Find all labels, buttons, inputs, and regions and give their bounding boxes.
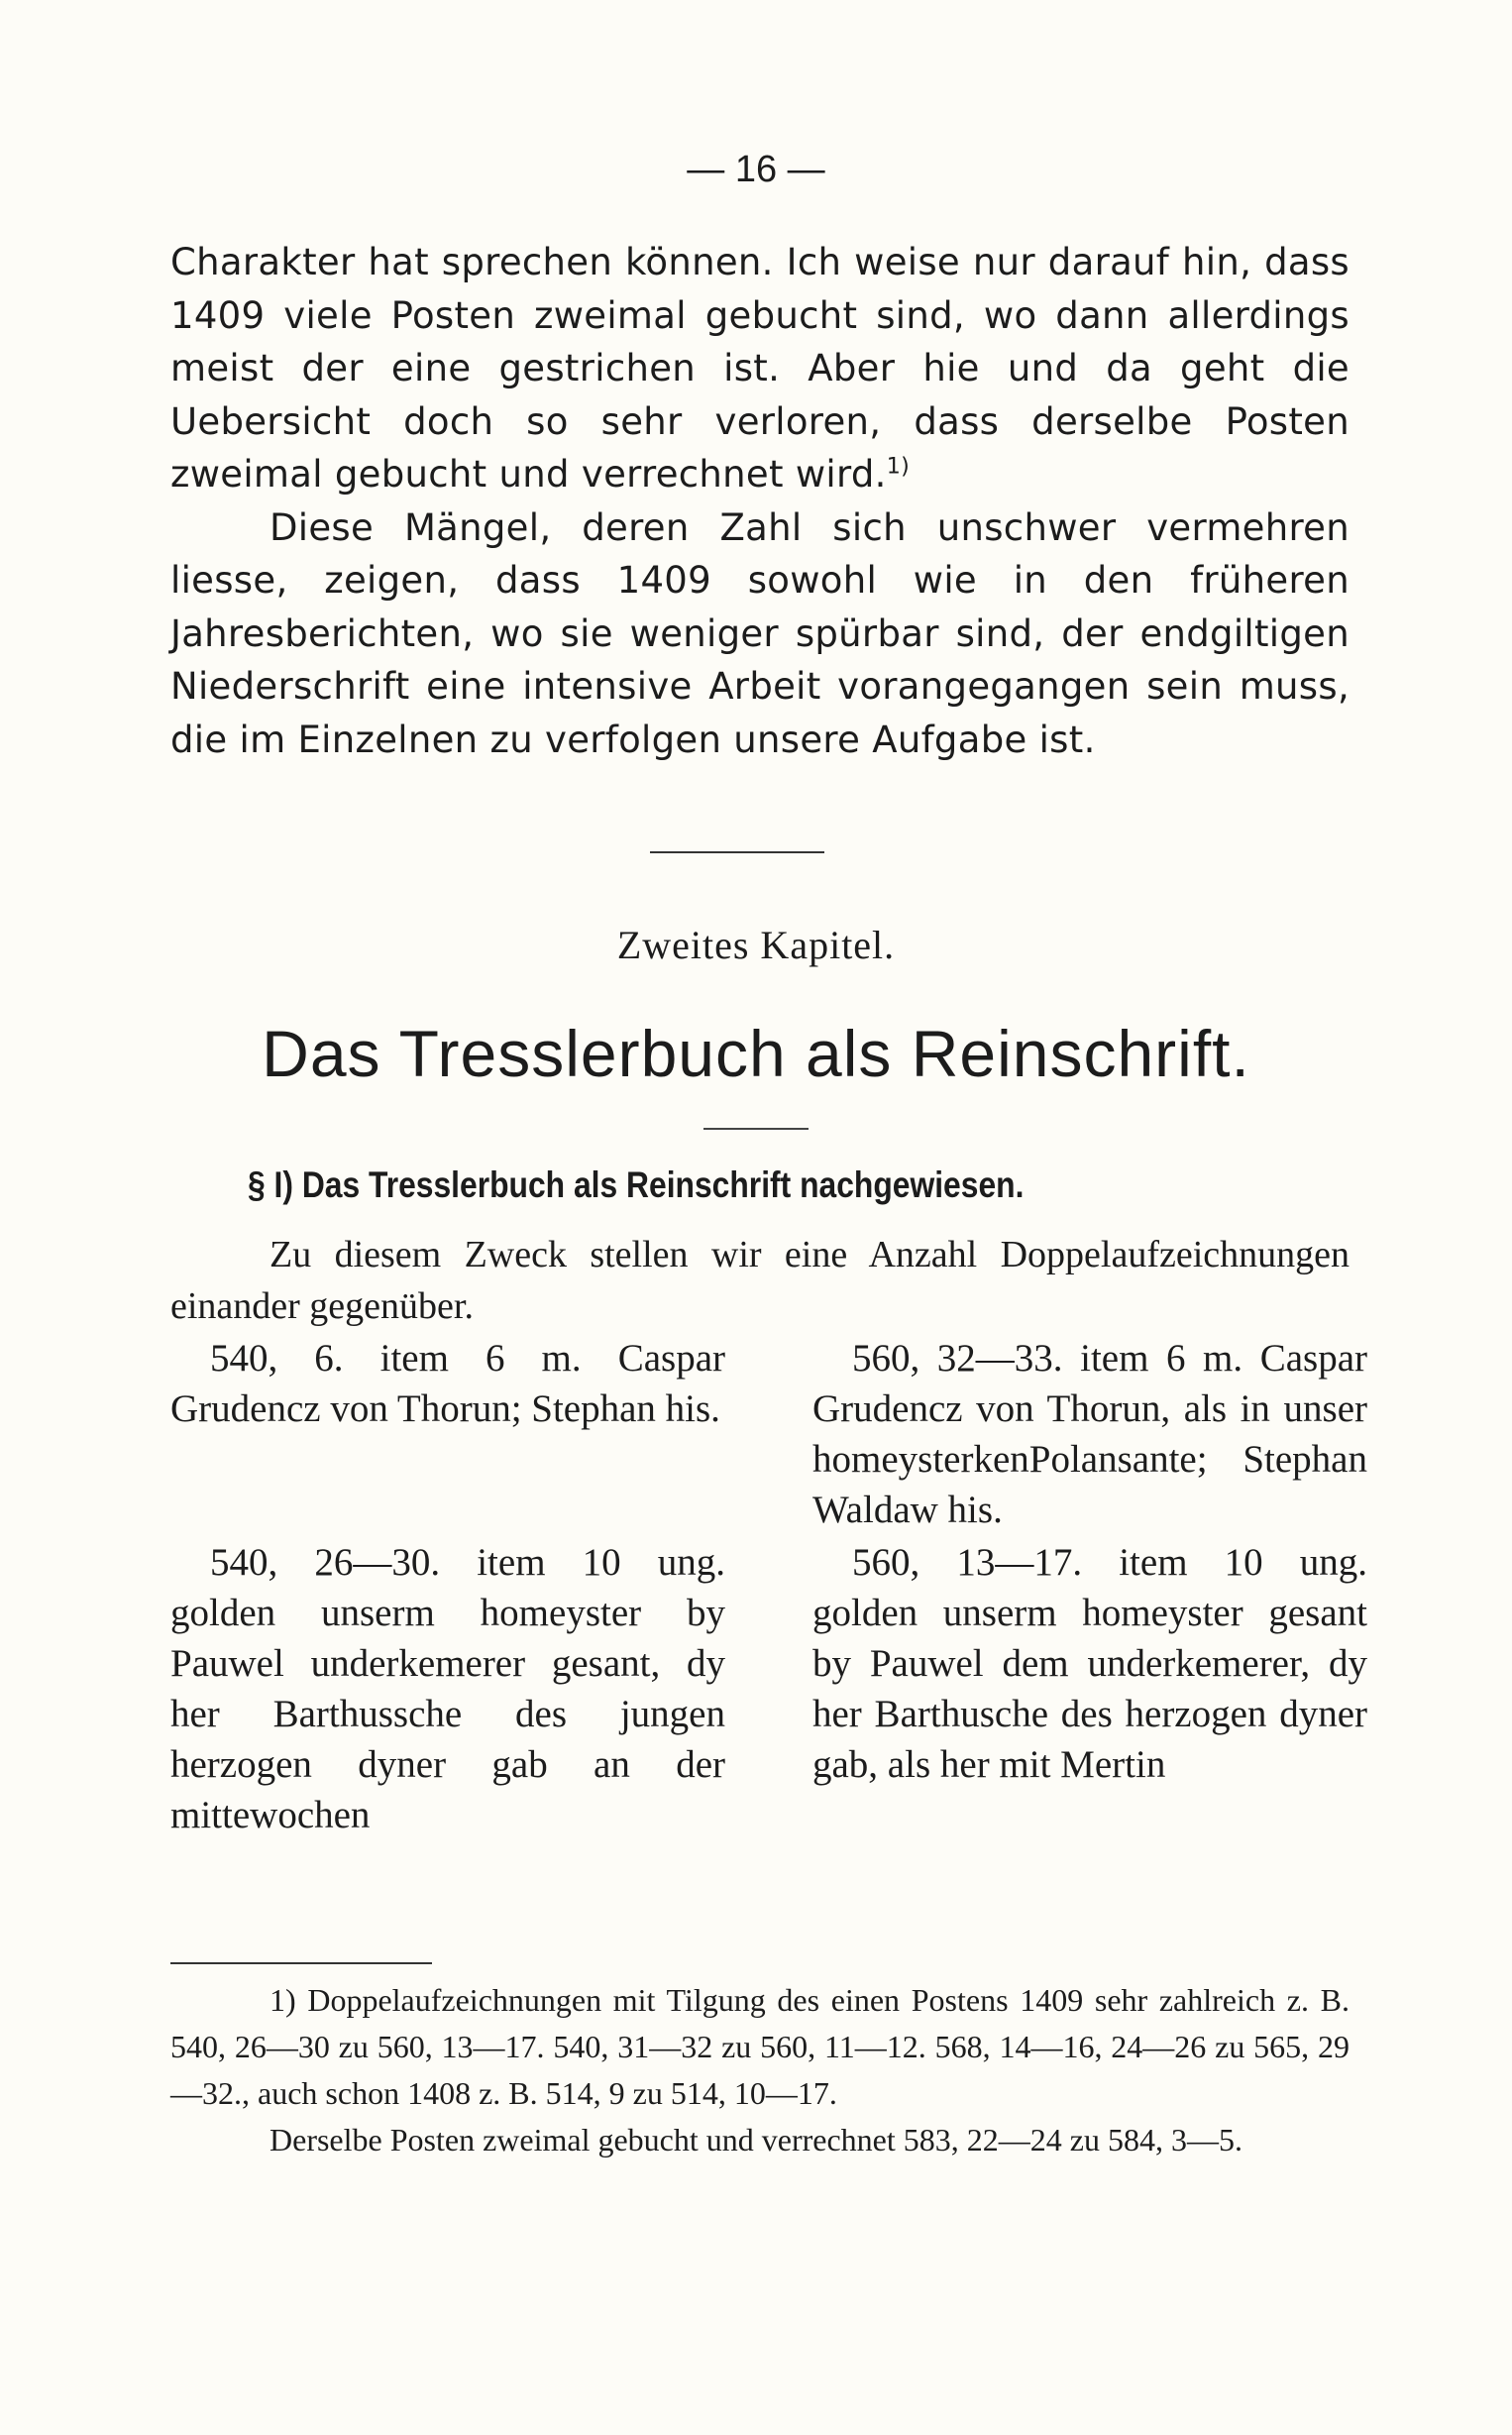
left-entry: 540, 26—30. item 10 ung. golden unserm homeyster by Pauwel underkemerer gesant, dy her Barthussche des jungen herzogen dyner gab an der mittewochen xyxy=(170,1541,725,1836)
footnote-rule xyxy=(170,1962,432,1964)
separator-rule xyxy=(650,851,824,853)
intro-paragraph: Zu diesem Zweck stellen wir eine Anzahl Doppelaufzeichnungen einander gegenüber. xyxy=(170,1234,1350,1327)
paragraph-1-text: Charakter hat sprechen können. Ich weise nur darauf hin, dass 1409 viele Posten zweimal gebucht sind, wo dann allerdings meist der eine gestrichen ist. Aber hie und da geht die Uebersicht doch so sehr verloren, dass derselbe Posten zweimal gebucht und verrechnet wird. xyxy=(170,241,1350,496)
section-heading: § I) Das Tresslerbuch als Reinschrift nachgewiesen. xyxy=(248,1164,1025,1205)
paragraph-continued xyxy=(170,236,1350,501)
right-entry: 560, 13—17. item 10 ung. golden unserm homeyster gesant by Pauwel dem underkemerer, dy her Barthusche des herzogen dyner gab, als her mit Mertin xyxy=(812,1541,1367,1786)
right-column xyxy=(812,1333,1367,1792)
paragraph-block xyxy=(170,236,1350,766)
right-entry: 560, 32—33. item 6 m. Caspar Grudencz von Thorun, als in unser homeysterkenPolansante; Stephan Waldaw his. xyxy=(812,1337,1367,1531)
footnote-ref: 1) xyxy=(886,453,911,480)
footnote-1: 1) Doppelaufzeichnungen mit Tilgung des einen Postens 1409 sehr zahlreich z. B. 540, 26—30 zu 560, 13—17. 540, 31—32 zu 560, 11—12. 568, 14—16, 24—26 zu 565, 29—32., auch schon 1408 z. B. 514, 9 zu 514, 10—17. xyxy=(170,1982,1350,2111)
page-number: — 16 — xyxy=(687,149,825,190)
left-column xyxy=(170,1333,725,1842)
footnotes xyxy=(170,1977,1350,2163)
chapter-title: Das Tresslerbuch als Reinschrift. xyxy=(262,1017,1250,1090)
chapter-number: Zweites Kapitel. xyxy=(616,923,896,967)
left-entry: 540, 6. item 6 m. Caspar Grudencz von Thorun; Stephan his. xyxy=(170,1337,725,1430)
paragraph-2-text: Diese Mängel, deren Zahl sich unschwer vermehren liesse, zeigen, dass 1409 sowohl wie in den früheren Jahresberichten, wo sie weniger spürbar sind, der endgiltigen Niederschrift eine intensive Arbeit vorangegangen sein muss, die im Einzelnen zu verfolgen unsere Aufgabe ist. xyxy=(170,505,1350,761)
title-rule xyxy=(703,1128,809,1130)
footnote-2: Derselbe Posten zweimal gebucht und verrechnet 583, 22—24 zu 584, 3—5. xyxy=(270,2122,1242,2158)
